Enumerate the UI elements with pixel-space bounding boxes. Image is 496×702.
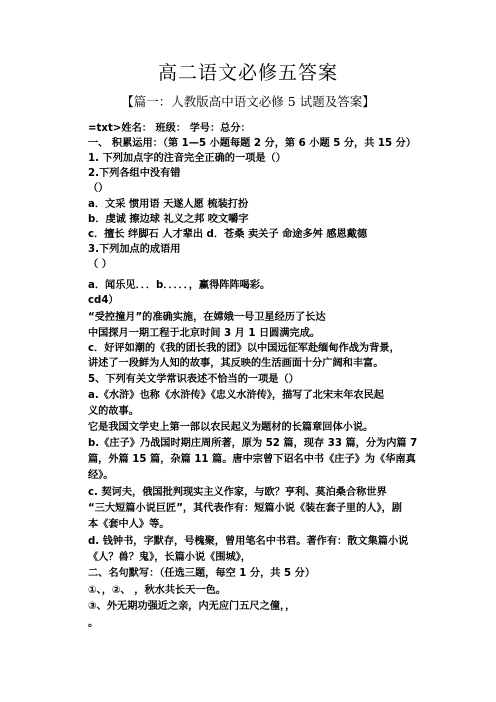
document-subtitle: 【篇一：人教版高中语文必修 5 试题及答案】 bbox=[121, 94, 375, 109]
text-line: ①、，②、 ，秋水共长天一色。 bbox=[88, 585, 226, 596]
text-line: b．虔诚 擦边球 礼义之邦 咬文嚼字 bbox=[88, 214, 249, 225]
text-line: 篇，外篇 15 篇，杂篇 11 篇。唐中宗曾下诏名中书《庄子》为《华南真 bbox=[88, 454, 416, 465]
text-line: “受控撞月”的准确实施，在嫦娥一号卫星经历了长达 bbox=[88, 312, 326, 323]
text-line: ③、外无期功强近之亲，内无应门五尺之僮，， bbox=[88, 601, 296, 612]
text-line: 《人？兽？鬼》，长篇小说《围城》， bbox=[88, 552, 251, 563]
document-title: 高二语文必修五答案 bbox=[157, 62, 338, 84]
text-line: b.《庄子》乃战国时期庄周所著，原为 52 篇，现存 33 篇，分为内篇 7 bbox=[88, 438, 418, 449]
text-line: =txt>姓名： 班级： 学号：总分： bbox=[88, 123, 251, 134]
text-line: a．闻乐见．．．b．．．．．，赢得阵阵喝彩。 bbox=[88, 280, 271, 291]
text-line: cd4） bbox=[88, 295, 119, 306]
text-line: 5、下列有关文学常识表述不恰当的一项是（） bbox=[88, 374, 299, 385]
text-line: 1. 下列加点字的注音完全正确的一项是（） bbox=[88, 153, 286, 164]
text-line: c．好评如潮的《我的团长我的团》以中国远征军赴缅甸作战为背景， bbox=[88, 343, 400, 354]
text-line: c. 契诃夫，俄国批判现实主义作家，与欧？亨利、莫泊桑合称世界 bbox=[88, 487, 387, 498]
text-line: 一、 积累运用：（第 1—5 小题每题 2 分，第 6 小题 5 分，共 15 分） bbox=[88, 138, 417, 149]
text-line: “三大短篇小说巨匠”，其代表作有：短篇小说《装在套子里的人》，剧 bbox=[88, 503, 402, 514]
text-line: 它是我国文学史上第一部以农民起义为题材的长篇章回体小说。 bbox=[88, 422, 374, 433]
text-line: 经》。 bbox=[88, 470, 114, 481]
text-line: 义的故事。 bbox=[88, 406, 139, 417]
text-line: d. 钱钟书，字默存，号槐聚，曾用笔名中书君。著作有：散文集篇小说 bbox=[88, 536, 409, 547]
text-line: 中国探月一期工程于北京时间 3 月 1 日圆满完成。 bbox=[88, 328, 321, 339]
text-line: 。 bbox=[88, 618, 99, 629]
text-line: 二、名句默写：（任选三题，每空 1 分，共 5 分） bbox=[88, 568, 316, 579]
text-line: 讲述了一段鲜为人知的故事，其反映的生活画面十分广阔和丰富。 bbox=[88, 358, 384, 369]
text-line: a．文采 惯用语 天遂人愿 梳装打扮 bbox=[88, 199, 249, 210]
text-line: a.《水浒》也称《水浒传》《忠义水浒传》，描写了北宋末年农民起 bbox=[88, 390, 384, 401]
text-line: 3.下列加点的成语用 bbox=[88, 244, 181, 255]
text-line: （） bbox=[88, 183, 109, 194]
text-line: 本《套中人》等。 bbox=[88, 519, 170, 530]
text-line: （ ） bbox=[88, 259, 112, 270]
text-line: 2.下列各组中没有错 bbox=[88, 168, 181, 179]
text-line: c．擅长 绊脚石 人才辈出 d．苍桑 卖关子 命途多舛 感恩戴德 bbox=[88, 229, 368, 240]
